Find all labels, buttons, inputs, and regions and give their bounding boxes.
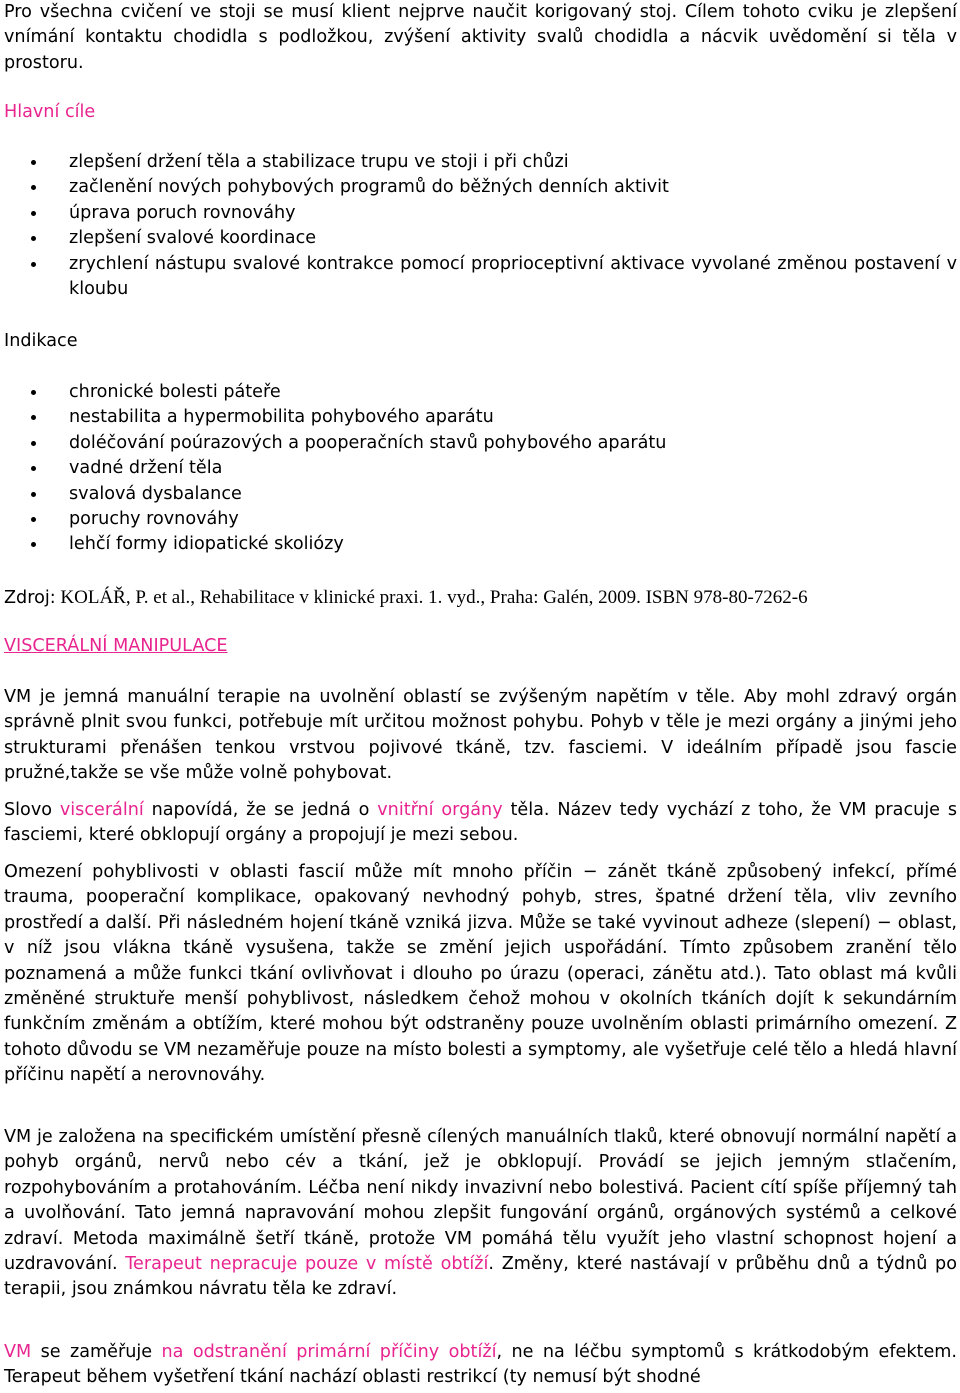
bullet-icon <box>31 262 36 267</box>
list-item: doléčování poúrazových a pooperačních stavů pohybového aparátu <box>4 431 957 456</box>
paragraph-1: VM je jemná manuální terapie na uvolnění oblastí se zvýšeným napětím v těle. Aby mohl zdravý orgán správně plnit svou funkci, potřebuje mít určitou možnost pohybu. Pohyb v těle je mezi orgány a jinými jeho strukturami přenášen tenkou vrstvou pojivové tkáně, tzv. fasciemi. V ideálním případě jsou fascie pružné,takže se vše může volně pohybovat. <box>4 687 957 784</box>
bullet-icon <box>31 211 36 216</box>
paragraph-5: VM se zaměřuje na odstranění primární příčiny obtíží, ne na léčbu symptomů s krátkodobým efektem. Terapeut během vyšetření tkání nachází oblasti restrikcí (ty nemusí být shodné <box>4 1342 957 1388</box>
bullet-icon <box>31 415 36 420</box>
list-item: poruchy rovnováhy <box>4 507 957 532</box>
list-item: chronické bolesti páteře <box>4 380 957 405</box>
source-label: Zdroj: <box>4 588 56 608</box>
intro-paragraph: Pro všechna cvičení ve stoji se musí klient nejprve naučit korigovaný stoj. Cílem tohoto cviku je zlepšení vnímání kontaktu chodidla s podložkou, zvýšení aktivity svalů chodidla a nácvik uvědomění si těla v prostoru. <box>4 2 957 73</box>
list-item: lehčí formy idiopatické skoliózy <box>4 532 957 557</box>
bullet-icon <box>31 160 36 165</box>
bullet-icon <box>31 466 36 471</box>
paragraph-4: VM je založena na specifickém umístění přesně cílených manuálních tlaků, které obnovují normální napětí a pohyb orgánů, nervů nebo cév a tkání, jež je obklopují. Provádí se jejich jemným stlačením, rozpohybováním a protahováním. Léčba není nikdy invazivní nebo bolestivá. Pacient cítí spíše příjemný tah a uvolňování. Tato jemná napravování mohou zlepšit fungování orgánů, orgánových systémů a celkové zdraví. Metoda maximálně šetří tkáně, protože VM pomáhá tělu využít jeho vlastní schopnost hojení a uzdravování. Terapeut nepracuje pouze v místě obtíží. Změny, které nastávají v průběhu dnů a týdnů po terapii, jsou známkou návratu těla ke zdraví. <box>4 1127 957 1300</box>
source-citation <box>4 586 808 610</box>
list-item: začlenění nových pohybových programů do běžných denních aktivit <box>4 175 957 200</box>
heading-indications: Indikace <box>4 331 78 351</box>
list-item: zrychlení nástupu svalové kontrakce pomocí proprioceptivní aktivace vyvolané změnou postavení v kloubu <box>4 252 957 303</box>
bullet-icon <box>31 390 36 395</box>
list-item: svalová dysbalance <box>4 482 957 507</box>
list-item: vadné držení těla <box>4 456 957 481</box>
bullet-icon <box>31 542 36 547</box>
list-item: zlepšení svalové koordinace <box>4 226 957 251</box>
list-item: úprava poruch rovnováhy <box>4 201 957 226</box>
goals-list <box>4 150 957 302</box>
heading-main-goals: Hlavní cíle <box>4 102 96 122</box>
visceral-manipulation-link[interactable]: VISCERÁLNÍ MANIPULACE <box>4 636 228 656</box>
bullet-icon <box>31 236 36 241</box>
bullet-icon <box>31 492 36 497</box>
indications-list <box>4 380 957 558</box>
list-item: nestabilita a hypermobilita pohybového aparátu <box>4 405 957 430</box>
bullet-icon <box>31 441 36 446</box>
paragraph-3: Omezení pohyblivosti v oblasti fascií může mít mnoho příčin − zánět tkáně způsobený infekcí, přímé trauma, pooperační komplikace, opakovaný nevhodný pohyb, stres, špatné držení těla, vliv zevního prostředí a další. Při následném hojení tkáně vzniká jizva. Může se také vyvinout adheze (slepení) − oblast, v níž jsou vlákna tkáně vysušena, takže se změní jejich uspořádání. Tímto způsobem zranění tělo poznamená a může funkci tkání ovlivňovat i dlouho po úrazu (operaci, zánětu atd.). Tato oblast má kvůli změněné struktuře menší pohyblivost, následkem čehož mohou v okolních tkáních dojít k sekundárním funkčním změnám a obtížím, které mohou být odstraněny pouze uvolněním oblasti primárního omezení. Z tohoto důvodu se VM nezaměřuje pouze na místo bolesti a symptomy, ale vyšetřuje celé tělo a hledá hlavní příčinu napětí a nerovnováhy. <box>4 862 957 1086</box>
list-item: zlepšení držení těla a stabilizace trupu ve stoji i při chůzi <box>4 150 957 175</box>
bullet-icon <box>31 517 36 522</box>
bullet-icon <box>31 185 36 190</box>
source-text: KOLÁŘ, P. et al., Rehabilitace v klinické praxi. 1. vyd., Praha: Galén, 2009. ISBN 978-80-7262-6 <box>60 587 808 608</box>
paragraph-2: Slovo viscerální napovídá, že se jedná o vnitřní orgány těla. Název tedy vychází z toho, že VM pracuje s fasciemi, které obklopují orgány a propojují je mezi sebou. <box>4 800 958 846</box>
